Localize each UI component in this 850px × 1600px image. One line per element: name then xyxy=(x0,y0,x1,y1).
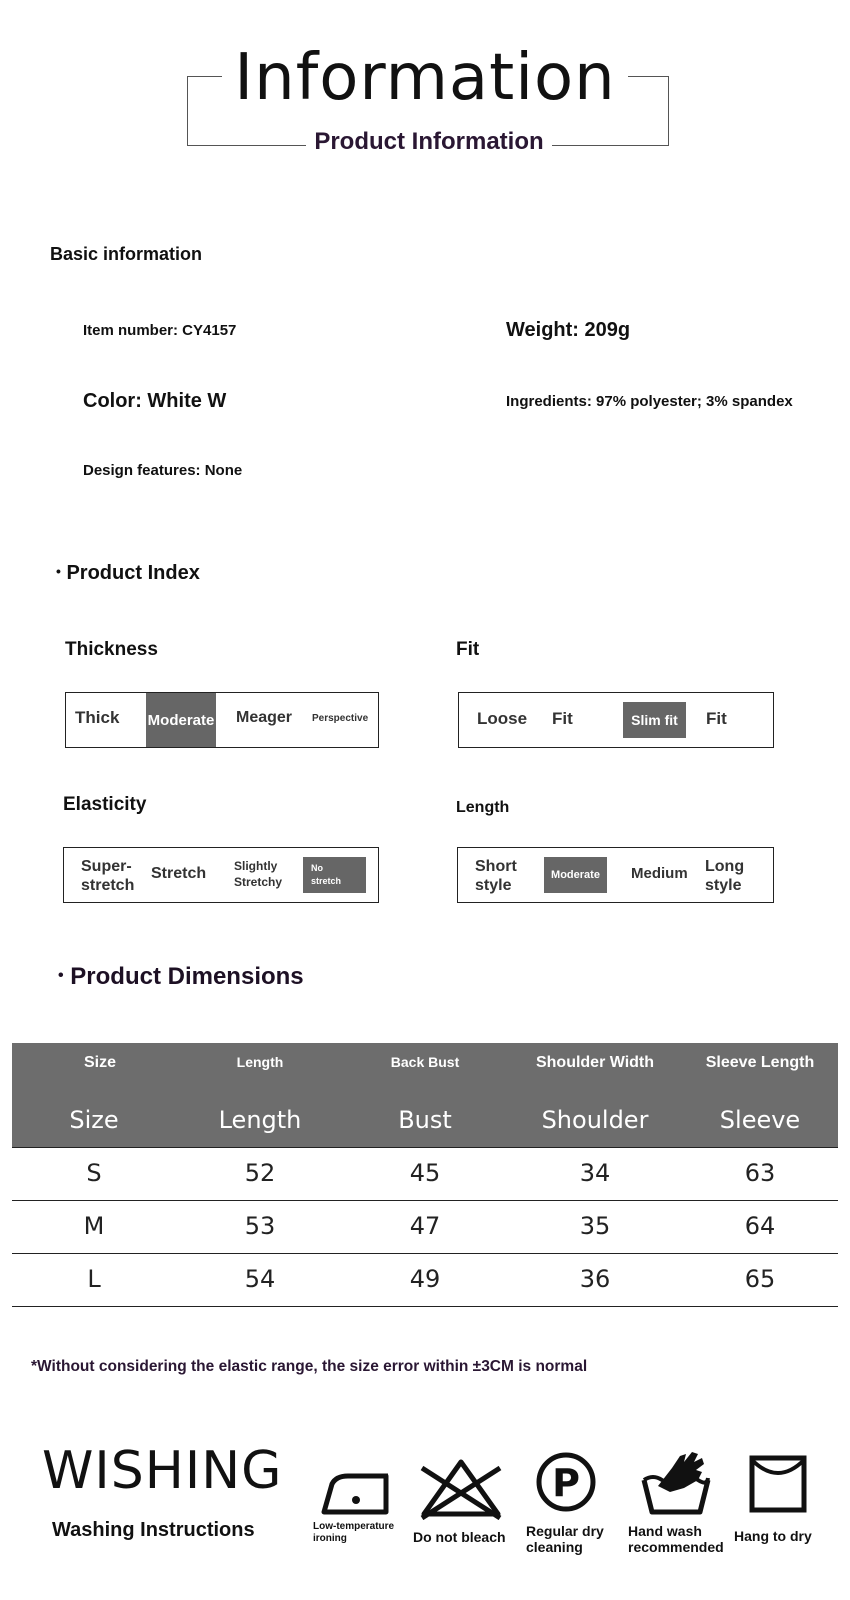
thickness-label: Thickness xyxy=(65,639,158,660)
elasticity-option-no-stretch-selected: No stretch xyxy=(303,857,366,893)
cell-sleeve: 65 xyxy=(744,1265,776,1293)
bullet-dot: • xyxy=(58,967,64,984)
fit-option-slim-selected: Slim fit xyxy=(623,702,686,738)
length-option-long-style: Long style xyxy=(705,858,745,894)
care-label-hand-wash: Hand wash recommended xyxy=(628,1523,724,1555)
cell-shoulder: 34 xyxy=(579,1159,611,1187)
th-size-top: Size xyxy=(83,1054,116,1071)
cell-size: L xyxy=(87,1265,101,1293)
length-option-short-style: Short style xyxy=(475,858,517,894)
th-bust-top: Back Bust xyxy=(390,1054,460,1070)
fit-label: Fit xyxy=(456,639,480,660)
length-option-moderate-selected: Moderate xyxy=(544,857,607,893)
no-bleach-icon xyxy=(416,1456,506,1520)
length-label: Length xyxy=(456,799,510,816)
svg-text:P: P xyxy=(552,1461,580,1505)
thickness-option-thick: Thick xyxy=(75,708,120,727)
size-error-note: *Without considering the elastic range, the size error within ±3CM is normal xyxy=(31,1358,588,1375)
cell-size: S xyxy=(86,1159,102,1187)
th-size-bottom: Size xyxy=(69,1106,119,1134)
fit-option-fit: Fit xyxy=(552,709,573,728)
length-scale xyxy=(457,847,774,903)
th-length-bottom: Length xyxy=(218,1106,302,1134)
th-bust-bottom: Bust xyxy=(398,1106,452,1134)
weight: Weight: 209g xyxy=(506,319,631,341)
th-sleeve-bottom: Sleeve xyxy=(719,1106,801,1134)
th-shoulder-bottom: Shoulder xyxy=(541,1106,649,1134)
table-divider xyxy=(12,1200,838,1201)
thickness-option-moderate-selected: Moderate xyxy=(146,693,216,747)
basic-info-heading: Basic information xyxy=(50,244,203,264)
washing-subtitle: Washing Instructions xyxy=(52,1519,255,1541)
care-label-hang-dry: Hang to dry xyxy=(734,1528,812,1544)
hang-dry-icon xyxy=(748,1454,808,1514)
cell-size: M xyxy=(83,1212,105,1240)
table-divider xyxy=(12,1147,838,1148)
iron-low-temp-icon xyxy=(318,1462,394,1518)
cell-sleeve: 63 xyxy=(744,1159,776,1187)
th-shoulder-top: Shoulder Width xyxy=(535,1054,655,1071)
fit-option-fit-2: Fit xyxy=(706,709,727,728)
color: Color: White W xyxy=(83,390,227,412)
thickness-option-perspective: Perspective xyxy=(312,713,369,724)
page-subtitle: Product Information xyxy=(306,126,552,158)
item-number: Item number: CY4157 xyxy=(83,322,237,339)
ingredients: Ingredients: 97% polyester; 3% spandex xyxy=(506,393,793,410)
elasticity-option-super-stretch: Super- stretch xyxy=(81,858,135,894)
th-sleeve-top: Sleeve Length xyxy=(705,1054,815,1071)
elasticity-option-slightly-stretchy: Slightly Stretchy xyxy=(234,859,283,889)
product-dimensions-heading: • Product Dimensions xyxy=(58,963,304,990)
design-features: Design features: None xyxy=(83,462,243,479)
table-divider xyxy=(12,1253,838,1254)
fit-scale xyxy=(458,692,774,748)
cell-bust: 47 xyxy=(409,1212,441,1240)
cell-bust: 45 xyxy=(409,1159,441,1187)
thickness-option-meager: Meager xyxy=(236,709,293,726)
care-label-iron: Low-temperature ironing xyxy=(313,1521,395,1544)
product-index-heading: • Product Index xyxy=(56,562,200,584)
cell-sleeve: 64 xyxy=(744,1212,776,1240)
dry-clean-p-icon xyxy=(534,1450,598,1514)
fit-option-loose: Loose xyxy=(477,709,528,728)
table-divider xyxy=(12,1306,838,1307)
care-label-dry-clean: Regular dry cleaning xyxy=(526,1523,604,1555)
wishing-title: WISHING xyxy=(42,1441,283,1501)
hand-wash-icon xyxy=(640,1448,712,1516)
elasticity-option-stretch: Stretch xyxy=(151,865,207,882)
thickness-scale xyxy=(65,692,379,748)
elasticity-label: Elasticity xyxy=(63,794,147,815)
cell-shoulder: 35 xyxy=(579,1212,611,1240)
elasticity-scale xyxy=(63,847,379,903)
cell-length: 54 xyxy=(244,1265,276,1293)
length-option-medium: Medium xyxy=(631,865,688,882)
page-title: Information xyxy=(222,40,628,116)
cell-length: 52 xyxy=(244,1159,276,1187)
bullet-dot: • xyxy=(56,563,61,579)
cell-shoulder: 36 xyxy=(579,1265,611,1293)
cell-length: 53 xyxy=(244,1212,276,1240)
th-length-top: Length xyxy=(236,1054,284,1070)
care-label-no-bleach: Do not bleach xyxy=(413,1529,506,1545)
cell-bust: 49 xyxy=(409,1265,441,1293)
